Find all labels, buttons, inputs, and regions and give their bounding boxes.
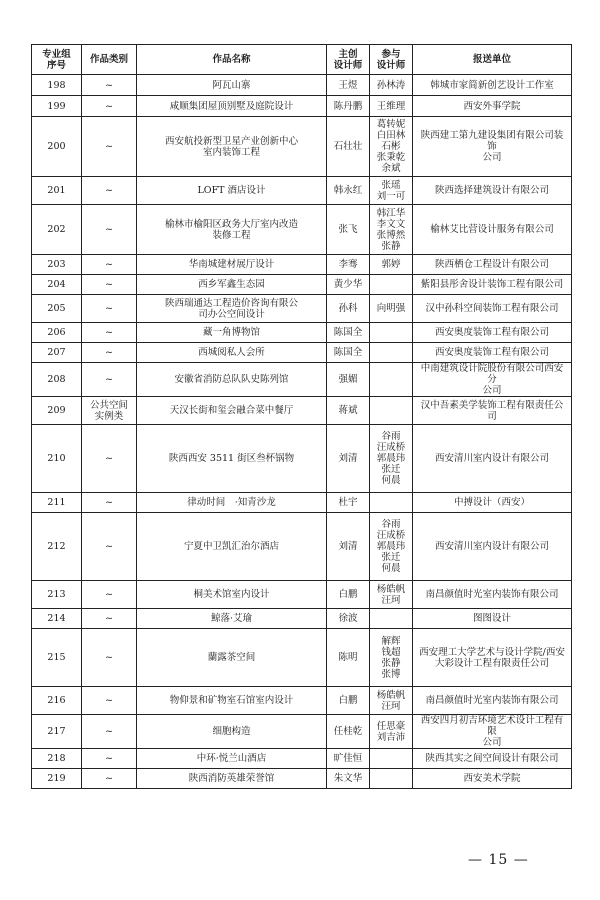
cell-category: ~ — [82, 581, 137, 609]
cell-lead-designer: 孙科 — [327, 295, 370, 323]
cell-lead-designer: 蒋斌 — [327, 397, 370, 425]
cell-work-name: 宁夏中卫凯汇治尔酒店 — [137, 513, 327, 581]
cell-category: ~ — [82, 513, 137, 581]
table-header-row — [32, 45, 572, 75]
cell-submitting-unit: 西安清川室内设计有限公司 — [413, 513, 572, 581]
cell-group-number: 199 — [32, 96, 82, 117]
cell-participating-designers: 向明强 — [370, 295, 413, 323]
cell-lead-designer: 刘清 — [327, 425, 370, 493]
cell-submitting-unit: 紫阳县彤舍设计装饰工程有限公司 — [413, 275, 572, 295]
table-row — [32, 177, 572, 205]
cell-lead-designer: 韩永红 — [327, 177, 370, 205]
table-row — [32, 255, 572, 275]
cell-lead-designer: 白鹏 — [327, 687, 370, 715]
cell-work-name: 桐美术馆室内设计 — [137, 581, 327, 609]
cell-submitting-unit: 中搏设计（西安） — [413, 493, 572, 513]
cell-participating-designers: 谷雨 汪成桥 郭晨玮 张迁 何晨 — [370, 513, 413, 581]
cell-lead-designer: 白鹏 — [327, 581, 370, 609]
header-category: 作品类别 — [82, 45, 137, 75]
cell-submitting-unit: 南昌颜值时光室内装饰有限公司 — [413, 581, 572, 609]
cell-lead-designer: 张飞 — [327, 205, 370, 255]
table-row — [32, 363, 572, 397]
cell-lead-designer: 陈丹鹏 — [327, 96, 370, 117]
cell-participating-designers: 张瑶 刘一可 — [370, 177, 413, 205]
cell-category: ~ — [82, 177, 137, 205]
cell-group-number: 207 — [32, 343, 82, 363]
cell-category: ~ — [82, 749, 137, 769]
cell-category: ~ — [82, 343, 137, 363]
cell-submitting-unit: 韩城市家简新创艺设计工作室 — [413, 75, 572, 96]
cell-work-name: 陕西消防英雄荣誉馆 — [137, 769, 327, 789]
cell-category: ~ — [82, 493, 137, 513]
cell-participating-designers — [370, 323, 413, 343]
cell-participating-designers: 孙林涛 — [370, 75, 413, 96]
cell-category: ~ — [82, 117, 137, 177]
table-row — [32, 75, 572, 96]
cell-lead-designer: 朱文华 — [327, 769, 370, 789]
cell-lead-designer: 任桂乾 — [327, 715, 370, 749]
cell-lead-designer: 陈明 — [327, 629, 370, 687]
table-row — [32, 609, 572, 629]
cell-participating-designers: 郭婷 — [370, 255, 413, 275]
table-row — [32, 629, 572, 687]
cell-submitting-unit: 陕西其实之间空间设计有限公司 — [413, 749, 572, 769]
cell-participating-designers — [370, 493, 413, 513]
table-row — [32, 117, 572, 177]
table-row — [32, 323, 572, 343]
table-row — [32, 769, 572, 789]
cell-group-number: 215 — [32, 629, 82, 687]
cell-participating-designers: 任思豪 刘吉沛 — [370, 715, 413, 749]
cell-submitting-unit: 图图设计 — [413, 609, 572, 629]
cell-category: ~ — [82, 363, 137, 397]
cell-submitting-unit: 陕西建工第九建设集团有限公司装饰 公司 — [413, 117, 572, 177]
table-row — [32, 493, 572, 513]
table-row — [32, 749, 572, 769]
table-row — [32, 96, 572, 117]
header-work-name: 作品名称 — [137, 45, 327, 75]
cell-category: ~ — [82, 687, 137, 715]
cell-work-name: 安徽省消防总队队史陈列馆 — [137, 363, 327, 397]
cell-category: ~ — [82, 425, 137, 493]
cell-participating-designers — [370, 749, 413, 769]
cell-submitting-unit: 陕西选择建筑设计有限公司 — [413, 177, 572, 205]
cell-work-name: 华南城建材展厅设计 — [137, 255, 327, 275]
cell-lead-designer: 石壮壮 — [327, 117, 370, 177]
cell-group-number: 218 — [32, 749, 82, 769]
cell-category: ~ — [82, 715, 137, 749]
cell-work-name: 陕西西安 3511 街区叁杯锅物 — [137, 425, 327, 493]
cell-work-name: 蘭露茶空间 — [137, 629, 327, 687]
entries-table — [31, 44, 572, 789]
cell-submitting-unit: 榆林艾比营设计服务有限公司 — [413, 205, 572, 255]
table-row — [32, 397, 572, 425]
table-row — [32, 343, 572, 363]
cell-group-number: 211 — [32, 493, 82, 513]
table-row — [32, 205, 572, 255]
header-participating-designers: 参与 设计师 — [370, 45, 413, 75]
cell-lead-designer: 王煜 — [327, 75, 370, 96]
cell-category: ~ — [82, 295, 137, 323]
cell-submitting-unit: 西安理工大学艺术与设计学院/西安 大彩设计工程有限责任公司 — [413, 629, 572, 687]
cell-category: ~ — [82, 323, 137, 343]
cell-group-number: 200 — [32, 117, 82, 177]
cell-lead-designer: 黄少华 — [327, 275, 370, 295]
cell-submitting-unit: 西安清川室内设计有限公司 — [413, 425, 572, 493]
cell-category: ~ — [82, 769, 137, 789]
cell-work-name: 西安航投新型卫星产业创新中心 室内装饰工程 — [137, 117, 327, 177]
cell-group-number: 202 — [32, 205, 82, 255]
cell-work-name: 律动时间 ·知青沙龙 — [137, 493, 327, 513]
cell-participating-designers — [370, 769, 413, 789]
header-submitting-unit: 报送单位 — [413, 45, 572, 75]
cell-participating-designers — [370, 363, 413, 397]
table-row — [32, 513, 572, 581]
cell-lead-designer: 李骞 — [327, 255, 370, 275]
cell-participating-designers — [370, 275, 413, 295]
cell-submitting-unit: 西安外事学院 — [413, 96, 572, 117]
cell-category: ~ — [82, 205, 137, 255]
cell-submitting-unit: 西安奥度装饰工程有限公司 — [413, 343, 572, 363]
header-lead-designer: 主创 设计师 — [327, 45, 370, 75]
cell-lead-designer: 强媚 — [327, 363, 370, 397]
cell-submitting-unit: 西安美术学院 — [413, 769, 572, 789]
cell-work-name: 西乡军鑫生态园 — [137, 275, 327, 295]
cell-work-name: LOFT 酒店设计 — [137, 177, 327, 205]
cell-group-number: 212 — [32, 513, 82, 581]
cell-lead-designer: 陈国全 — [327, 343, 370, 363]
cell-work-name: 细胞构造 — [137, 715, 327, 749]
cell-work-name: 藏一角博物馆 — [137, 323, 327, 343]
cell-work-name: 榆林市榆阳区政务大厅室内改造 装修工程 — [137, 205, 327, 255]
table-row — [32, 275, 572, 295]
cell-group-number: 213 — [32, 581, 82, 609]
cell-group-number: 198 — [32, 75, 82, 96]
cell-group-number: 201 — [32, 177, 82, 205]
cell-participating-designers: 韩江华 李文文 张博然 张静 — [370, 205, 413, 255]
cell-work-name: 西城阅私人会所 — [137, 343, 327, 363]
cell-lead-designer: 徐波 — [327, 609, 370, 629]
cell-category: ~ — [82, 629, 137, 687]
cell-category: ~ — [82, 255, 137, 275]
cell-submitting-unit: 西安奥度装饰工程有限公司 — [413, 323, 572, 343]
cell-participating-designers: 谷雨 汪成桥 郭晨玮 张迁 何晨 — [370, 425, 413, 493]
cell-category: ~ — [82, 275, 137, 295]
cell-work-name: 物仰景和矿物室石馆室内设计 — [137, 687, 327, 715]
cell-group-number: 203 — [32, 255, 82, 275]
cell-group-number: 219 — [32, 769, 82, 789]
table-row — [32, 715, 572, 749]
cell-lead-designer: 陈国全 — [327, 323, 370, 343]
cell-group-number: 209 — [32, 397, 82, 425]
cell-lead-designer: 杜宇 — [327, 493, 370, 513]
cell-work-name: 阿瓦山寨 — [137, 75, 327, 96]
cell-group-number: 217 — [32, 715, 82, 749]
table-row — [32, 295, 572, 323]
cell-work-name: 陕西瑞通达工程造价咨询有限公 司办公空间设计 — [137, 295, 327, 323]
cell-participating-designers — [370, 609, 413, 629]
cell-participating-designers: 葛转妮 白田林 石彬 张秉乾 余斌 — [370, 117, 413, 177]
table-row — [32, 687, 572, 715]
cell-category: ~ — [82, 96, 137, 117]
cell-submitting-unit: 南昌颜值时光室内装饰有限公司 — [413, 687, 572, 715]
cell-group-number: 216 — [32, 687, 82, 715]
cell-participating-designers: 杨皓帆 汪珂 — [370, 581, 413, 609]
header-group-number: 专业组 序号 — [32, 45, 82, 75]
cell-participating-designers: 解辉 钱超 张静 张博 — [370, 629, 413, 687]
cell-lead-designer: 旷佳恒 — [327, 749, 370, 769]
cell-group-number: 204 — [32, 275, 82, 295]
cell-category: ~ — [82, 609, 137, 629]
cell-category: ~ — [82, 75, 137, 96]
cell-work-name: 中环·悦兰山酒店 — [137, 749, 327, 769]
cell-group-number: 205 — [32, 295, 82, 323]
table-row — [32, 425, 572, 493]
cell-work-name: 鲸落·艾瑜 — [137, 609, 327, 629]
cell-submitting-unit: 中南建筑设计院股份有限公司西安分 公司 — [413, 363, 572, 397]
cell-group-number: 208 — [32, 363, 82, 397]
cell-lead-designer: 刘清 — [327, 513, 370, 581]
cell-participating-designers — [370, 397, 413, 425]
cell-participating-designers: 杨皓帆 汪珂 — [370, 687, 413, 715]
cell-work-name: 天汉长街和玺会融合菜中餐厅 — [137, 397, 327, 425]
cell-submitting-unit: 西安四月初吉环境艺术设计工程有限 公司 — [413, 715, 572, 749]
document-page — [31, 44, 571, 789]
cell-group-number: 206 — [32, 323, 82, 343]
cell-work-name: 咸顺集团屋顶别墅及庭院设计 — [137, 96, 327, 117]
cell-group-number: 214 — [32, 609, 82, 629]
page-number: — 15 — — [468, 852, 529, 868]
cell-submitting-unit: 汉中吾素美学装饰工程有限责任公司 — [413, 397, 572, 425]
cell-submitting-unit: 汉中孙科空间装饰工程有限公司 — [413, 295, 572, 323]
cell-category: 公共空间 实例类 — [82, 397, 137, 425]
cell-group-number: 210 — [32, 425, 82, 493]
cell-submitting-unit: 陕西栖仓工程设计有限公司 — [413, 255, 572, 275]
cell-participating-designers — [370, 343, 413, 363]
cell-participating-designers: 王维理 — [370, 96, 413, 117]
table-row — [32, 581, 572, 609]
